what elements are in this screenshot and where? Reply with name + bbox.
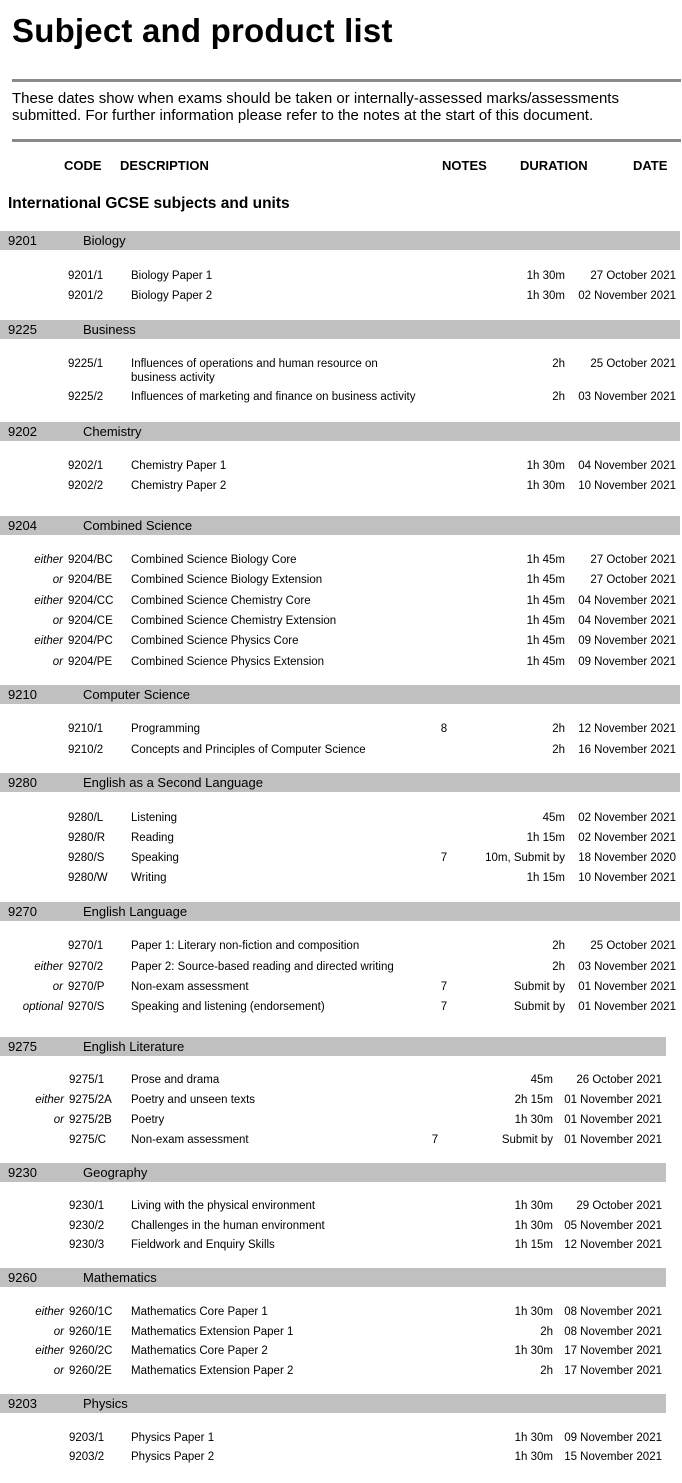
subject-header	[0, 422, 680, 441]
unit-code: 9204/BC	[68, 554, 113, 566]
unit-description: Combined Science Biology Extension	[131, 574, 323, 586]
unit-date: 09 November 2021	[564, 1432, 662, 1444]
unit-date: 03 November 2021	[578, 961, 676, 973]
unit-code: 9225/2	[68, 391, 104, 403]
unit-duration: Submit by	[501, 1134, 553, 1146]
top-divider	[12, 79, 681, 82]
unit-description: Influences of marketing and finance on business activity	[131, 391, 416, 403]
unit-date: 10 November 2021	[578, 872, 676, 884]
unit-duration: 2h	[540, 1365, 553, 1377]
unit-duration: 1h 30m	[514, 1114, 553, 1126]
subject-code: 9201	[8, 233, 37, 248]
unit-code: 9275/2B	[69, 1114, 112, 1126]
unit-qualifier: either	[35, 1345, 64, 1357]
unit-duration: 1h 30m	[526, 270, 565, 282]
unit-code: 9260/1E	[69, 1326, 112, 1338]
subject-name: English Language	[83, 904, 188, 919]
unit-duration: 2h	[552, 723, 565, 735]
unit-code: 9270/S	[68, 1001, 105, 1013]
unit-duration: 2h 15m	[514, 1094, 553, 1106]
column-header-description: DESCRIPTION	[120, 158, 209, 173]
unit-description: Challenges in the human environment	[131, 1220, 325, 1232]
unit-description: Paper 2: Source-based reading and directed writing	[131, 961, 394, 973]
subject-header	[0, 516, 680, 535]
unit-code: 9204/CE	[68, 615, 113, 627]
unit-duration: Submit by	[513, 1001, 565, 1013]
intro-text: These dates show when exams should be taken or internally-assessed marks/assessments submitted. For further information please refer to the notes at the start of this document.	[12, 90, 619, 124]
unit-description: Combined Science Physics Core	[131, 635, 299, 647]
unit-date: 02 November 2021	[578, 290, 676, 302]
unit-qualifier: either	[35, 1306, 64, 1318]
unit-description: Biology Paper 2	[131, 290, 213, 302]
unit-qualifier: or	[52, 981, 63, 993]
unit-qualifier: or	[53, 1114, 64, 1126]
unit-code: 9204/BE	[68, 574, 113, 586]
subject-header	[0, 231, 680, 250]
unit-date: 02 November 2021	[578, 832, 676, 844]
subject-code: 9280	[8, 775, 37, 790]
unit-notes: 7	[440, 852, 448, 864]
column-header-duration: DURATION	[520, 158, 588, 173]
unit-code: 9270/1	[68, 940, 104, 952]
subject-code: 9202	[8, 424, 37, 439]
unit-qualifier: or	[53, 1326, 64, 1338]
unit-description: Influences of operations and human resource on business activity	[131, 358, 378, 384]
unit-date: 01 November 2021	[578, 981, 676, 993]
unit-duration: 1h 30m	[514, 1432, 553, 1444]
unit-date: 10 November 2021	[578, 480, 676, 492]
unit-code: 9280/L	[68, 812, 104, 824]
unit-duration: 1h 30m	[514, 1345, 553, 1357]
unit-date: 04 November 2021	[578, 595, 676, 607]
unit-duration: 1h 45m	[526, 635, 565, 647]
unit-date: 03 November 2021	[578, 391, 676, 403]
unit-notes: 8	[440, 723, 448, 735]
unit-description: Concepts and Principles of Computer Science	[131, 744, 366, 756]
unit-code: 9225/1	[68, 358, 104, 370]
unit-date: 25 October 2021	[590, 940, 676, 952]
unit-date: 12 November 2021	[578, 723, 676, 735]
unit-duration: 1h 30m	[514, 1451, 553, 1463]
unit-description: Combined Science Physics Extension	[131, 656, 325, 668]
unit-description: Mathematics Core Paper 1	[131, 1306, 268, 1318]
unit-duration: 1h 30m	[526, 460, 565, 472]
unit-date: 09 November 2021	[578, 635, 676, 647]
unit-qualifier: optional	[22, 1001, 63, 1013]
unit-code: 9280/W	[68, 872, 108, 884]
unit-description: Mathematics Extension Paper 2	[131, 1365, 294, 1377]
unit-code: 9275/1	[69, 1074, 105, 1086]
subject-header	[0, 773, 680, 792]
unit-duration: Submit by	[513, 981, 565, 993]
unit-date: 27 October 2021	[590, 270, 676, 282]
unit-duration: 1h 30m	[514, 1306, 553, 1318]
unit-duration: 1h 45m	[526, 574, 565, 586]
unit-description: Non-exam assessment	[131, 981, 249, 993]
subject-name: English as a Second Language	[83, 775, 263, 790]
unit-code: 9203/2	[69, 1451, 105, 1463]
unit-date: 04 November 2021	[578, 460, 676, 472]
subject-name: Chemistry	[83, 424, 142, 439]
unit-date: 01 November 2021	[564, 1094, 662, 1106]
subject-code: 9203	[8, 1396, 37, 1411]
unit-duration: 45m	[530, 1074, 553, 1086]
unit-date: 27 October 2021	[590, 554, 676, 566]
unit-code: 9204/PC	[68, 635, 113, 647]
unit-description: Listening	[131, 812, 178, 824]
subject-name: Mathematics	[83, 1270, 157, 1285]
unit-duration: 1h 15m	[526, 872, 565, 884]
unit-date: 17 November 2021	[564, 1345, 662, 1357]
unit-code: 9275/C	[69, 1134, 107, 1146]
unit-code: 9203/1	[69, 1432, 105, 1444]
unit-date: 01 November 2021	[564, 1134, 662, 1146]
unit-duration: 2h	[552, 744, 565, 756]
subject-header	[0, 685, 680, 704]
unit-code: 9280/R	[68, 832, 106, 844]
unit-duration: 1h 15m	[526, 832, 565, 844]
column-header-code: CODE	[64, 158, 102, 173]
subject-code: 9230	[8, 1165, 37, 1180]
subject-code: 9204	[8, 518, 37, 533]
unit-code: 9270/P	[68, 981, 105, 993]
unit-date: 08 November 2021	[564, 1326, 662, 1338]
unit-duration: 1h 30m	[526, 480, 565, 492]
subject-name: Geography	[83, 1165, 148, 1180]
unit-date: 05 November 2021	[564, 1220, 662, 1232]
unit-date: 12 November 2021	[564, 1239, 662, 1251]
column-header-notes: NOTES	[442, 158, 487, 173]
unit-duration: 2h	[552, 940, 565, 952]
unit-date: 17 November 2021	[564, 1365, 662, 1377]
unit-duration: 1h 45m	[526, 595, 565, 607]
subject-code: 9210	[8, 687, 37, 702]
unit-duration: 1h 45m	[526, 554, 565, 566]
unit-code: 9230/2	[69, 1220, 105, 1232]
subject-code: 9260	[8, 1270, 37, 1285]
unit-code: 9230/1	[69, 1200, 105, 1212]
unit-description: Writing	[131, 872, 167, 884]
unit-code: 9260/1C	[69, 1306, 113, 1318]
subject-name: Computer Science	[83, 687, 190, 702]
unit-duration: 1h 30m	[526, 290, 565, 302]
unit-duration: 1h 30m	[514, 1220, 553, 1232]
unit-code: 9210/1	[68, 723, 104, 735]
column-header-date: DATE	[633, 158, 668, 173]
unit-date: 29 October 2021	[576, 1200, 662, 1212]
subject-header	[0, 320, 680, 339]
subject-code: 9275	[8, 1039, 37, 1054]
unit-code: 9204/CC	[68, 595, 114, 607]
unit-qualifier: or	[52, 656, 63, 668]
unit-description: Combined Science Biology Core	[131, 554, 297, 566]
subject-header	[0, 1037, 666, 1056]
unit-description: Reading	[131, 832, 174, 844]
unit-description: Combined Science Chemistry Extension	[131, 615, 337, 627]
unit-description: Chemistry Paper 2	[131, 480, 227, 492]
unit-date: 08 November 2021	[564, 1306, 662, 1318]
subject-name: Physics	[83, 1396, 128, 1411]
unit-notes: 7	[440, 981, 448, 993]
unit-description: Mathematics Core Paper 2	[131, 1345, 268, 1357]
unit-code: 9270/2	[68, 961, 104, 973]
unit-code: 9275/2A	[69, 1094, 112, 1106]
unit-description: Biology Paper 1	[131, 270, 213, 282]
unit-duration: 45m	[542, 812, 565, 824]
unit-code: 9260/2C	[69, 1345, 113, 1357]
unit-qualifier: or	[52, 615, 63, 627]
unit-description: Chemistry Paper 1	[131, 460, 227, 472]
unit-code: 9230/3	[69, 1239, 105, 1251]
subject-code: 9225	[8, 322, 37, 337]
unit-qualifier: or	[52, 574, 63, 586]
subject-name: English Literature	[83, 1039, 185, 1054]
unit-code: 9202/2	[68, 480, 104, 492]
page-title: Subject and product list	[12, 12, 393, 49]
unit-duration: 2h	[552, 391, 565, 403]
unit-description: Speaking	[131, 852, 179, 864]
unit-notes: 7	[431, 1134, 439, 1146]
subject-header	[0, 1268, 666, 1287]
unit-date: 18 November 2020	[578, 852, 676, 864]
unit-description: Physics Paper 2	[131, 1451, 215, 1463]
unit-description: Living with the physical environment	[131, 1200, 316, 1212]
unit-date: 15 November 2021	[564, 1451, 662, 1463]
unit-date: 16 November 2021	[578, 744, 676, 756]
unit-description: Physics Paper 1	[131, 1432, 215, 1444]
unit-description: Poetry and unseen texts	[131, 1094, 256, 1106]
unit-description: Paper 1: Literary non-fiction and composition	[131, 940, 360, 952]
unit-qualifier: either	[35, 1094, 64, 1106]
unit-description: Non-exam assessment	[131, 1134, 249, 1146]
unit-duration: 2h	[552, 358, 565, 370]
header-divider	[12, 139, 681, 142]
unit-date: 01 November 2021	[564, 1114, 662, 1126]
unit-description: Speaking and listening (endorsement)	[131, 1001, 325, 1013]
unit-duration: 2h	[552, 961, 565, 973]
unit-code: 9201/1	[68, 270, 104, 282]
unit-duration: 1h 45m	[526, 615, 565, 627]
unit-duration: 1h 30m	[514, 1200, 553, 1212]
unit-date: 04 November 2021	[578, 615, 676, 627]
section-heading: International GCSE subjects and units	[8, 195, 290, 212]
unit-duration: 1h 15m	[514, 1239, 553, 1251]
unit-date: 26 October 2021	[576, 1074, 662, 1086]
unit-date: 02 November 2021	[578, 812, 676, 824]
subject-name: Business	[83, 322, 136, 337]
unit-duration: 10m, Submit by	[485, 852, 565, 864]
unit-description: Combined Science Chemistry Core	[131, 595, 311, 607]
unit-qualifier: either	[34, 961, 63, 973]
unit-date: 25 October 2021	[590, 358, 676, 370]
subject-header	[0, 1394, 666, 1413]
unit-date: 09 November 2021	[578, 656, 676, 668]
unit-qualifier: or	[53, 1365, 64, 1377]
unit-qualifier: either	[34, 635, 63, 647]
unit-qualifier: either	[34, 595, 63, 607]
unit-date: 27 October 2021	[590, 574, 676, 586]
subject-name: Biology	[83, 233, 126, 248]
unit-code: 9201/2	[68, 290, 104, 302]
unit-code: 9260/2E	[69, 1365, 112, 1377]
subject-name: Combined Science	[83, 518, 193, 533]
subject-code: 9270	[8, 904, 37, 919]
unit-description: Programming	[131, 723, 201, 735]
unit-description: Mathematics Extension Paper 1	[131, 1326, 294, 1338]
subject-header	[0, 1163, 666, 1182]
unit-code: 9204/PE	[68, 656, 113, 668]
unit-duration: 2h	[540, 1326, 553, 1338]
unit-description: Poetry	[131, 1114, 165, 1126]
unit-code: 9280/S	[68, 852, 105, 864]
unit-description: Fieldwork and Enquiry Skills	[131, 1239, 275, 1251]
unit-description: Prose and drama	[131, 1074, 220, 1086]
unit-qualifier: either	[34, 554, 63, 566]
unit-notes: 7	[440, 1001, 448, 1013]
subject-header	[0, 902, 680, 921]
unit-code: 9210/2	[68, 744, 104, 756]
unit-date: 01 November 2021	[578, 1001, 676, 1013]
unit-code: 9202/1	[68, 460, 104, 472]
unit-duration: 1h 45m	[526, 656, 565, 668]
